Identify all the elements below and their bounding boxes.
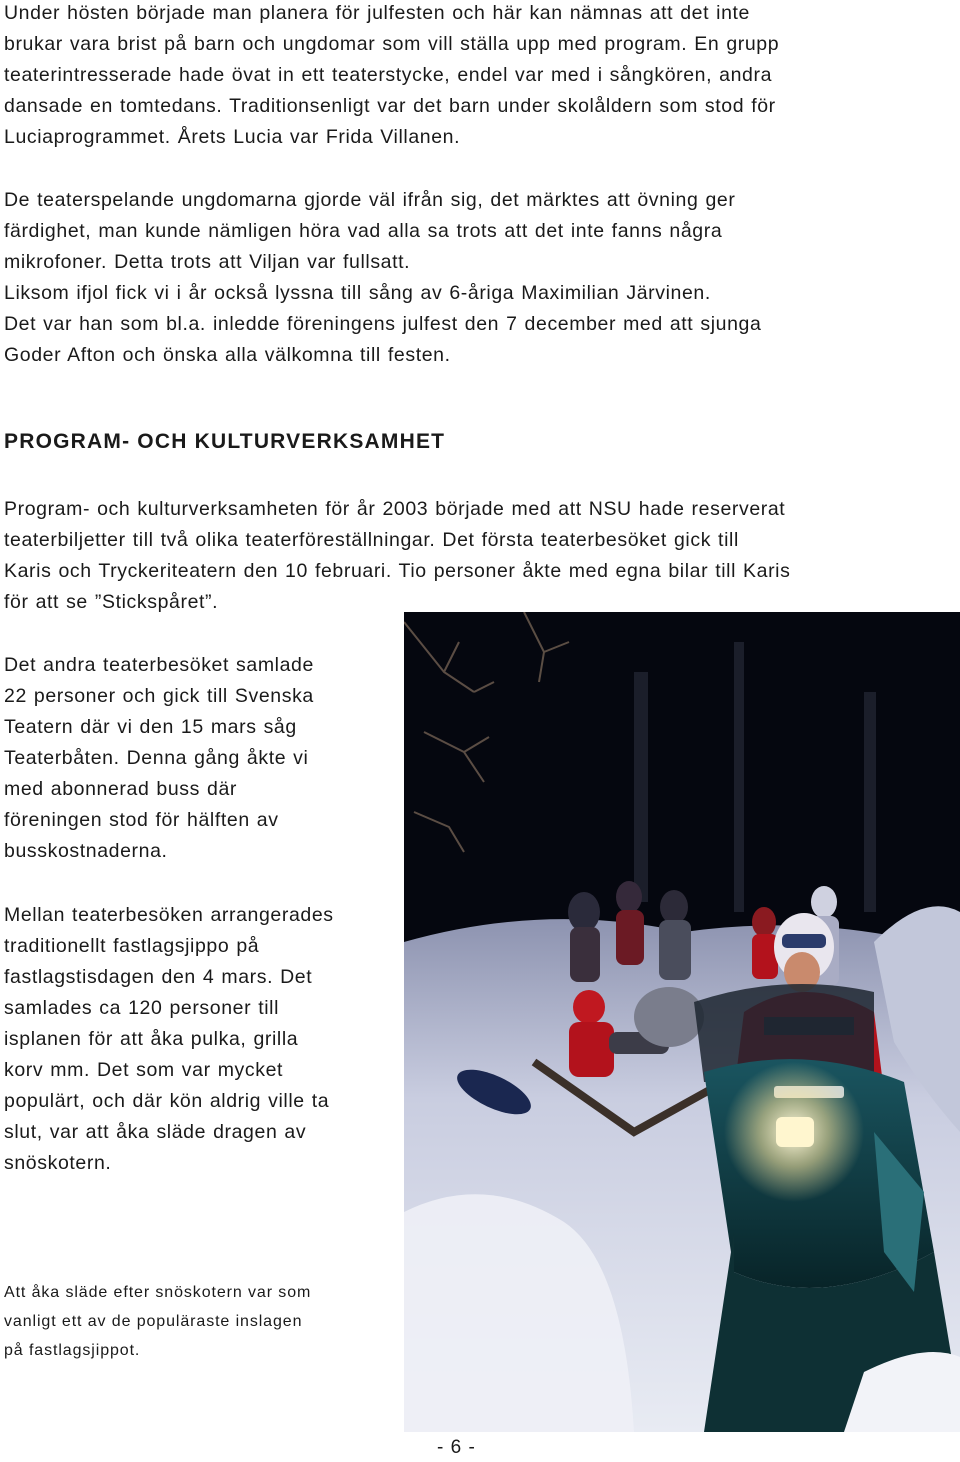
photo-caption: [4, 1278, 311, 1365]
text-line: teaterbiljetter till två olika teaterföreställningar. Det första teaterbesöket gick till: [4, 529, 739, 551]
text-line: Mellan teaterbesöken arrangerades: [4, 904, 334, 926]
text-line: isplanen för att åka pulka, grilla: [4, 1028, 299, 1050]
text-line: med abonnerad buss där: [4, 778, 238, 800]
text-line: Teatern där vi den 15 mars såg: [4, 716, 297, 738]
text-line: snöskotern.: [4, 1152, 112, 1174]
text-line: slut, var att åka släde dragen av: [4, 1121, 307, 1143]
teaterbesok-paragraph: [4, 650, 314, 867]
text-line: Teaterbåten. Denna gång åkte vi: [4, 747, 309, 769]
text-line: mikrofoner. Detta trots att Viljan var fullsatt.: [4, 251, 411, 273]
text-line: brukar vara brist på barn och ungdomar som vill ställa upp med program. En grupp: [4, 33, 780, 55]
text-line: fastlagstisdagen den 4 mars. Det: [4, 966, 313, 988]
caption-line: Att åka släde efter snöskotern var som: [4, 1284, 312, 1301]
text-line: för att se ”Stickspåret”.: [4, 591, 219, 613]
text-line: Liksom ifjol fick vi i år också lyssna till sång av 6-åriga Maximilian Järvinen.: [4, 282, 711, 304]
teater-paragraph: [4, 185, 761, 371]
text-line: Karis och Tryckeriteatern den 10 februari. Tio personer åkte med egna bilar till Karis: [4, 560, 791, 582]
page-number: - 6 -: [437, 1437, 476, 1458]
text-line: Det andra teaterbesöket samlade: [4, 654, 314, 676]
text-line: samlades ca 120 personer till: [4, 997, 280, 1019]
text-line: teaterintresserade hade övat in ett teaterstycke, endel var med i sångkören, andra: [4, 64, 773, 86]
text-line: Under hösten började man planera för julfesten och här kan nämnas att det inte: [4, 2, 750, 24]
text-line: traditionellt fastlagsjippo på: [4, 935, 260, 957]
text-line: populärt, och där kön aldrig ville ta: [4, 1090, 330, 1112]
text-line: busskostnaderna.: [4, 840, 168, 862]
text-line: Goder Afton och önska alla välkomna till festen.: [4, 344, 451, 366]
snowmobile-night-photo-icon: [404, 612, 960, 1432]
caption-line: vanligt ett av de populäraste inslagen: [4, 1313, 303, 1330]
text-line: Det var han som bl.a. inledde föreningens julfest den 7 december med att sjunga: [4, 313, 762, 335]
caption-line: på fastlagsjippot.: [4, 1342, 141, 1359]
text-line: korv mm. Det som var mycket: [4, 1059, 284, 1081]
intro-paragraph: [4, 0, 779, 153]
fastlag-paragraph: [4, 900, 334, 1179]
text-line: 22 personer och gick till Svenska: [4, 685, 314, 707]
program-paragraph: [4, 494, 790, 618]
text-line: dansade en tomtedans. Traditionsenligt var det barn under skolåldern som stod för: [4, 95, 776, 117]
snowmobile-photo: [404, 612, 960, 1432]
text-line: föreningen stod för hälften av: [4, 809, 279, 831]
text-line: färdighet, man kunde nämligen höra vad alla sa trots att det inte fanns några: [4, 220, 723, 242]
text-line: Program- och kulturverksamheten för år 2003 började med att NSU hade reserverat: [4, 498, 786, 520]
text-line: Luciaprogrammet. Årets Lucia var Frida Villanen.: [4, 126, 461, 148]
text-line: De teaterspelande ungdomarna gjorde väl ifrån sig, det märktes att övning ger: [4, 189, 736, 211]
section-heading: PROGRAM- OCH KULTURVERKSAMHET: [4, 430, 446, 453]
